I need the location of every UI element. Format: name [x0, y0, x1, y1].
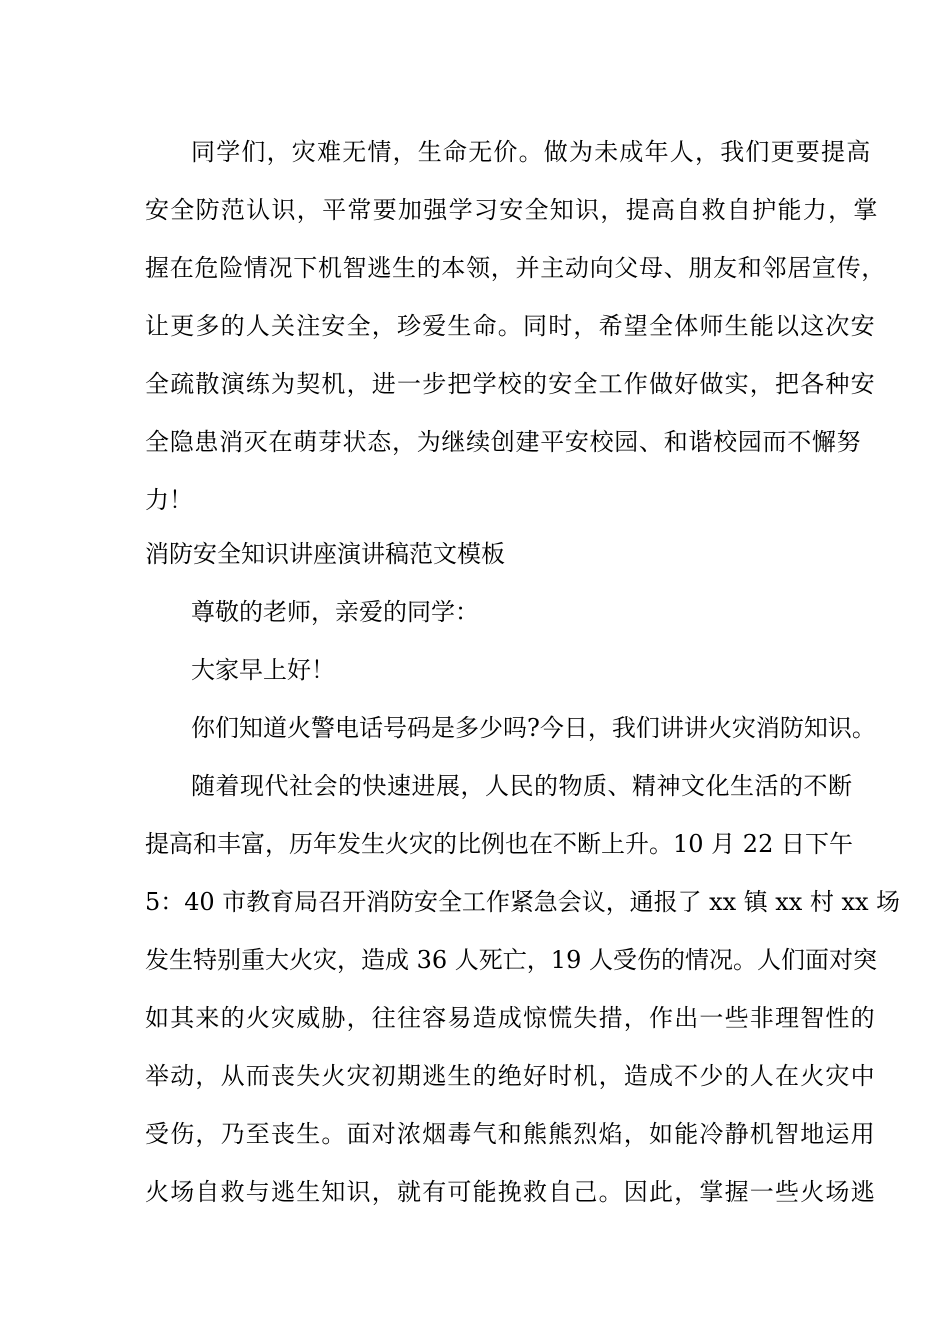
greeting: 大家早上好！ — [191, 656, 335, 684]
body-line-6: 举动，从而丧失火灾初期逃生的绝好时机，造成不少的人在火灾中 — [145, 1062, 876, 1090]
paragraph-line-5: 全疏散演练为契机，进一步把学校的安全工作做好做实，把各种安 — [145, 370, 876, 398]
body-line-8: 火场自救与逃生知识，就有可能挽救自己。因此，掌握一些火场逃 — [145, 1178, 876, 1206]
body-line-4: 发生特别重大火灾，造成 36 人死亡，19 人受伤的情况。人们面对突 — [145, 946, 877, 974]
paragraph-line-6: 全隐患消灭在萌芽状态，为继续创建平安校园、和谐校园而不懈努 — [145, 428, 862, 456]
section-title: 消防安全知识讲座演讲稿范文模板 — [145, 540, 505, 568]
body-line-1: 随着现代社会的快速进展，人民的物质、精神文化生活的不断 — [191, 772, 853, 800]
paragraph-line-4: 让更多的人关注安全，珍爱生命。同时，希望全体师生能以这次安 — [145, 312, 876, 340]
intro-line: 你们知道火警电话号码是多少吗?今日，我们讲讲火灾消防知识。 — [191, 714, 876, 742]
body-line-5: 如其来的火灾威胁，往往容易造成惊慌失措，作出一些非理智性的 — [145, 1004, 876, 1032]
body-line-7: 受伤，乃至丧生。面对浓烟毒气和熊熊烈焰，如能冷静机智地运用 — [145, 1120, 876, 1148]
body-line-3: 5：40 市教育局召开消防安全工作紧急会议，通报了 xx 镇 xx 村 xx 场 — [145, 888, 900, 916]
salutation: 尊敬的老师，亲爱的同学： — [191, 598, 479, 626]
paragraph-line-3: 握在危险情况下机智逃生的本领，并主动向父母、朋友和邻居宣传， — [145, 254, 886, 282]
paragraph-line-1: 同学们，灾难无情，生命无价。做为未成年人，我们更要提高 — [191, 138, 872, 166]
body-line-2: 提高和丰富，历年发生火灾的比例也在不断上升。10 月 22 日下午 — [145, 830, 853, 858]
paragraph-line-2: 安全防范认识，平常要加强学习安全知识，提高自救自护能力，掌 — [145, 196, 879, 224]
paragraph-line-7: 力！ — [145, 486, 193, 514]
